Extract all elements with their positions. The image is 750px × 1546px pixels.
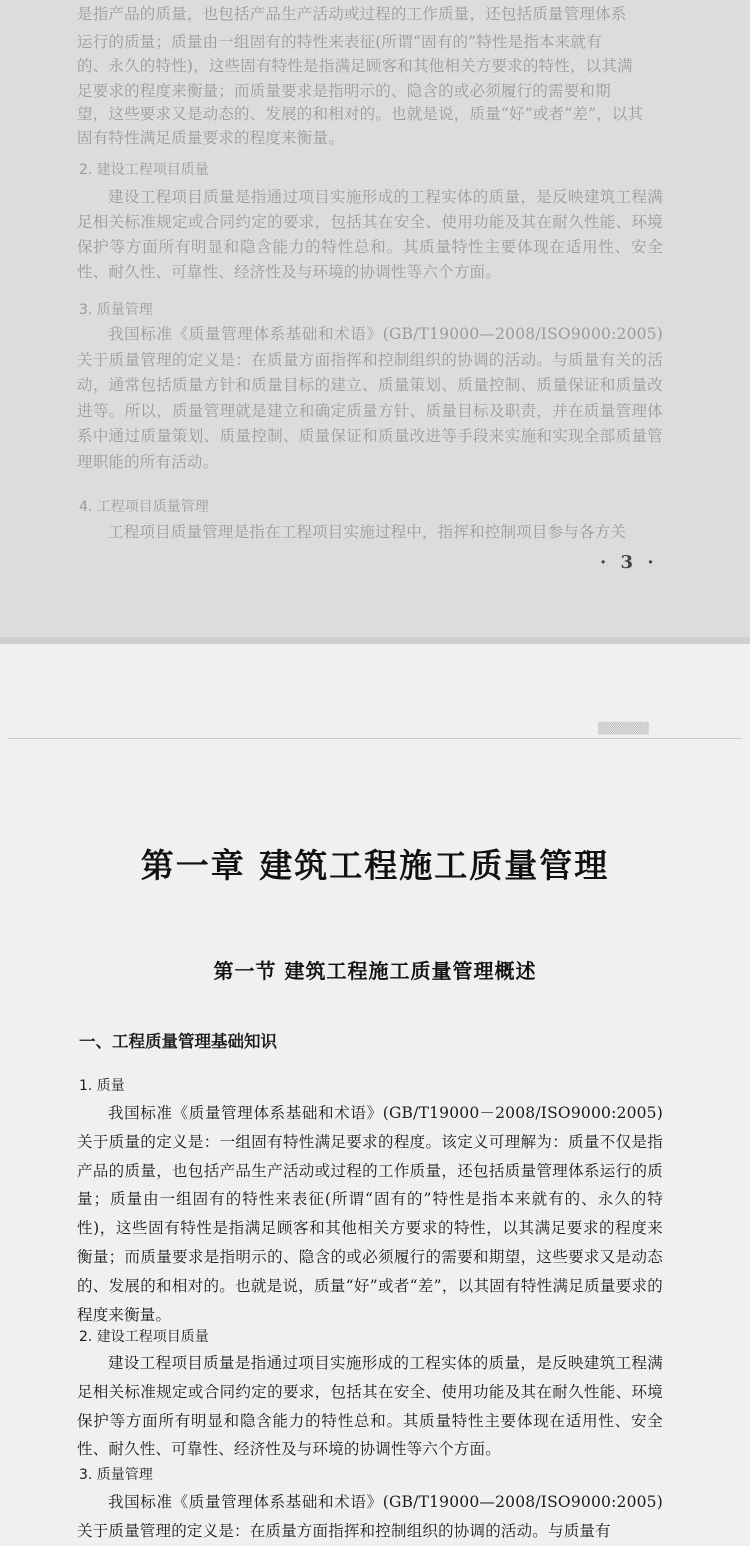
paragraph-quality-management: 我国标准《质量管理体系基础和术语》(GB/T19000—2008/ISO9000:2005)关于质量管理的定义是：在质量方面指挥和控制组织的协调的活动。与质量有 xyxy=(77,1493,663,1540)
top-heading: 3. 质量管理 xyxy=(79,302,153,318)
paragraph-quality: 我国标准《质量管理体系基础和术语》(GB/T19000－2008/ISO9000:2005)关于质量的定义是：一组固有特性满足要求的程度。该定义可理解为：质量不仅是指产品的质量，也包括产品生产活动或过程的工作质量，还包括质量管理体系运行的质量；质量由一组固有的特性来表征(所谓“固有的”特性是指本来就有的、永久的特性)，这些固有特性是指满足顾客和其他相关方要求的特性，以其满足要求的程度来衡量；而质量要求是指明示的、隐含的或必须履行的需要和期望，这些要求又是动态的、发展的和相对的。也就是说，质量“好”或者“差”，以其固有特性满足质量要求的程度来衡量。 xyxy=(77,1104,663,1324)
top-paragraph: 建设工程项目质量是指通过项目实施形成的工程实体的质量，是反映建筑工程满足相关标准规定或合同约定的要求，包括其在安全、使用功能及其在耐久性能、环境保护等方面所有明显和隐含能力的特性总和。其质量特性主要体现在适用性、安全性、耐久性、可靠性、经济性及与环境的协调性等六个方面。 xyxy=(77,188,663,281)
top-text-line: 足要求的程度来衡量；而质量要求是指明示的、隐含的或必须履行的需要和期 xyxy=(77,82,611,100)
header-rule xyxy=(8,738,742,739)
top-heading: 4. 工程项目质量管理 xyxy=(79,499,209,515)
page-number: · 3 · xyxy=(600,552,658,573)
top-paragraph: 我国标准《质量管理体系基础和术语》(GB/T19000—2008/ISO9000:2005)关于质量管理的定义是：在质量方面指挥和控制组织的协调的活动。与质量有关的活动，通常包括质量方针和质量目标的建立、质量策划、质量控制、质量保证和质量改进等。所以，质量管理就是建立和确定质量方针、质量目标及职责，并在质量管理体系中通过质量策划、质量控制、质量保证和质量改进等手段来实施和实现全部质量管理职能的所有活动。 xyxy=(77,325,663,471)
top-text-line: 运行的质量；质量由一组固有的特性来表征(所谓“固有的”特性是指本来就有 xyxy=(77,33,602,51)
top-text-line: 的、永久的特性)，这些固有特性是指满足顾客和其他相关方要求的特性，以其满 xyxy=(77,57,633,75)
item-heading: 3. 质量管理 xyxy=(79,1467,153,1483)
page-gap xyxy=(0,637,750,644)
item-heading: 2. 建设工程项目质量 xyxy=(79,1329,209,1345)
section-title: 第一节 建筑工程施工质量管理概述 xyxy=(213,959,537,983)
bleed-through-header: ▒▒▒▒▒▒ xyxy=(598,722,649,735)
top-text-line: 是指产品的质量，也包括产品生产活动或过程的工作质量，还包括质量管理体系 xyxy=(77,5,627,23)
top-heading: 2. 建设工程项目质量 xyxy=(79,162,209,178)
subsection-title: 一、工程质量管理基础知识 xyxy=(79,1032,277,1051)
chapter-title: 第一章 建筑工程施工质量管理 xyxy=(140,846,610,885)
paragraph-project-quality: 建设工程项目质量是指通过项目实施形成的工程实体的质量，是反映建筑工程满足相关标准规定或合同约定的要求，包括其在安全、使用功能及其在耐久性能、环境保护等方面所有明显和隐含能力的特性总和。其质量特性主要体现在适用性、安全性、耐久性、可靠性、经济性及与环境的协调性等六个方面。 xyxy=(77,1354,663,1459)
top-text-line: 望，这些要求又是动态的、发展的和相对的。也就是说，质量“好”或者“差”，以其 xyxy=(77,105,644,123)
top-text-line: 固有特性满足质量要求的程度来衡量。 xyxy=(77,129,344,147)
previous-page xyxy=(0,0,750,637)
top-paragraph: 工程项目质量管理是指在工程项目实施过程中，指挥和控制项目参与各方关 xyxy=(108,523,627,541)
item-heading: 1. 质量 xyxy=(79,1078,125,1094)
